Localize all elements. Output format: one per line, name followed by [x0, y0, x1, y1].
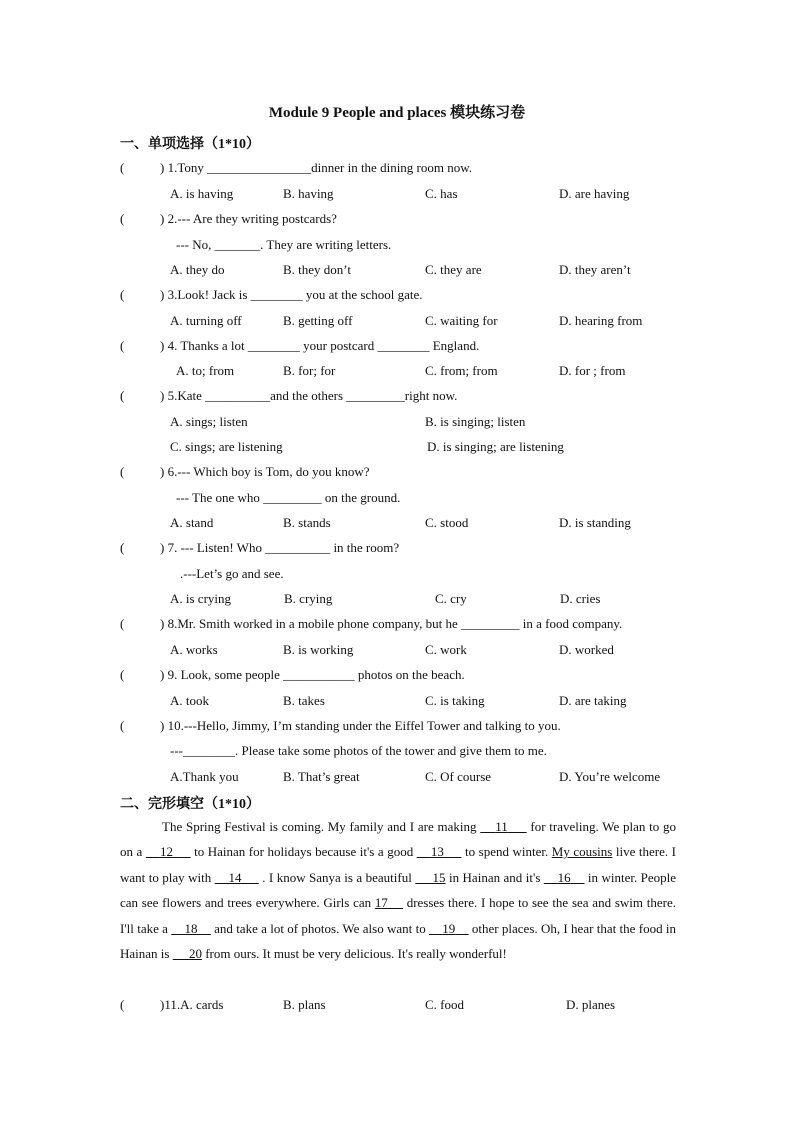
option-a: A. turning off: [170, 313, 242, 328]
cloze-blank-20: [173, 946, 202, 961]
answer-bracket-close: ): [160, 338, 165, 353]
option-d: D. hearing from: [559, 313, 643, 328]
option-b: B. That’s great: [283, 769, 360, 784]
cloze-blank-13: [417, 844, 462, 859]
passage-text: for traveling. We plan to go on a: [120, 819, 677, 860]
cloze-blank-14: [215, 870, 259, 885]
option-a: A. is crying: [170, 591, 232, 606]
option-c: C. has: [425, 186, 458, 201]
question-10: [120, 718, 561, 734]
question-stem: 4. Thanks a lot ________ your postcard ________ England.: [167, 338, 480, 353]
option-b: B. having: [283, 186, 334, 201]
question-stem: 2.--- Are they writing postcards?: [167, 211, 337, 226]
blank-number: 14: [228, 869, 242, 885]
answer-bracket-open: (: [120, 287, 125, 302]
question-stem: 8.Mr. Smith worked in a mobile phone company, but he _________ in a food company.: [167, 616, 623, 631]
option-b: B. is working: [283, 642, 354, 657]
cloze-blank-11: [480, 819, 526, 834]
option-d: D. are having: [559, 186, 630, 201]
passage-text: dresses there. I hope to see the sea and swim there. I'll take a: [120, 895, 676, 936]
passage-text: to spend winter.: [461, 844, 552, 860]
question-2: [120, 211, 337, 227]
option-a: A. is having: [170, 186, 234, 201]
blank-number: 17: [374, 895, 388, 911]
answer-bracket-close: ): [160, 540, 165, 555]
underlined-phrase: My cousins: [551, 844, 613, 860]
option-a: A. took: [170, 693, 209, 708]
question-stem: 9. Look, some people ___________ photos on the beach.: [167, 667, 465, 682]
option-d: D. is standing: [559, 515, 631, 530]
option-b: B. getting off: [283, 313, 353, 328]
option-b: B. for; for: [283, 363, 336, 378]
passage-text: The Spring Festival is coming. My family and I are making: [162, 819, 481, 834]
option-b: B. crying: [284, 591, 333, 606]
option-c: C. Of course: [425, 769, 492, 784]
answer-bracket-close: ): [160, 667, 165, 682]
cloze-passage: [120, 814, 676, 966]
blank-number: 15: [432, 869, 446, 885]
question-stem: 3.Look! Jack is ________ you at the school gate.: [167, 287, 423, 302]
question-10-line-2: ---________. Please take some photos of the tower and give them to me.: [170, 743, 547, 758]
option-c: C. cry: [435, 591, 467, 606]
question-7-line-2: .---Let’s go and see.: [180, 566, 284, 581]
question-stem: )11.A. cards: [160, 997, 224, 1012]
cloze-blank-12: [146, 844, 191, 859]
question-stem: 1.Tony ________________dinner in the dining room now.: [167, 160, 473, 175]
option-d: D. are taking: [559, 693, 627, 708]
option-d: D. You’re welcome: [559, 769, 661, 784]
option-a: A. stand: [170, 515, 214, 530]
option-b: B. is singing; listen: [425, 414, 526, 429]
question-6-line-2: --- The one who _________ on the ground.: [176, 490, 401, 505]
blank-number: 18: [184, 920, 198, 936]
question-9: [120, 667, 465, 683]
answer-bracket-close: ): [160, 287, 165, 302]
option-d: D. cries: [560, 591, 601, 606]
answer-bracket-close: ): [160, 160, 165, 175]
answer-bracket-open: (: [120, 160, 125, 175]
section-heading-multiple-choice: 一、单项选择（1*10）: [120, 137, 260, 152]
blank-number: 20: [188, 946, 202, 962]
blank-number: 13: [430, 844, 444, 860]
blank-number: 12: [159, 844, 173, 860]
answer-bracket-open: (: [120, 616, 125, 631]
option-c: C. food: [425, 997, 464, 1012]
question-stem: 10.---Hello, Jimmy, I’m standing under the Eiffel Tower and talking to you.: [167, 718, 561, 733]
cloze-blank-19: [429, 921, 469, 936]
answer-bracket-open: (: [120, 667, 125, 682]
blank-number: 11: [495, 819, 508, 834]
question-1: [120, 160, 472, 176]
option-c: C. sings; are listening: [170, 439, 283, 454]
question-stem: 5.Kate __________and the others _________right now.: [167, 388, 458, 403]
passage-text: to Hainan for holidays because it's a good: [190, 844, 417, 860]
answer-bracket-close: ): [160, 464, 165, 479]
answer-bracket-open: (: [120, 718, 125, 733]
answer-bracket-close: ): [160, 211, 165, 226]
option-c: C. stood: [425, 515, 469, 530]
passage-text: in Hainan and it's: [445, 869, 544, 885]
question-2-line-2: --- No, _______. They are writing letters.: [176, 237, 392, 252]
cloze-blank-17: [375, 895, 403, 910]
option-c: C. they are: [425, 262, 482, 277]
option-d: D. they aren’t: [559, 262, 631, 277]
passage-text: from ours. It must be very delicious. It's really wonderful!: [201, 946, 507, 962]
question-stem: 7. --- Listen! Who __________ in the room?: [167, 540, 400, 555]
option-c: C. from; from: [425, 363, 498, 378]
option-b: B. they don’t: [283, 262, 352, 277]
page-title: Module 9 People and places 模块练习卷: [268, 105, 526, 121]
option-a: A. sings; listen: [170, 414, 248, 429]
answer-bracket-close: ): [160, 388, 165, 403]
question-11: [120, 997, 223, 1013]
passage-text: in winter. People can see flowers and trees everywhere. Girls can: [120, 869, 677, 911]
question-3: [120, 287, 423, 303]
blank-number: 16: [557, 869, 571, 885]
option-d: D. planes: [566, 997, 616, 1012]
option-b: B. takes: [283, 693, 325, 708]
answer-bracket-open: (: [120, 338, 125, 353]
question-7: [120, 540, 399, 556]
question-6: [120, 464, 370, 480]
answer-bracket-open: (: [120, 540, 125, 555]
option-b: B. plans: [283, 997, 326, 1012]
answer-bracket-close: ): [160, 616, 165, 631]
passage-text: live there. I want to play with: [120, 844, 676, 885]
option-a: A.Thank you: [170, 769, 239, 784]
passage-text: . I know Sanya is a beautiful: [258, 869, 416, 885]
option-a: A. they do: [170, 262, 225, 277]
question-4: [120, 338, 479, 354]
question-8: [120, 616, 622, 632]
cloze-blank-16: [544, 870, 585, 885]
option-a: A. works: [170, 642, 218, 657]
option-a: A. to; from: [176, 363, 235, 378]
answer-bracket-open: (: [120, 388, 125, 403]
question-stem: 6.--- Which boy is Tom, do you know?: [167, 464, 370, 479]
answer-bracket-close: ): [160, 718, 165, 733]
option-d: D. worked: [559, 642, 614, 657]
cloze-blank-15: [415, 870, 445, 885]
passage-text: and take a lot of photos. We also want to: [210, 920, 430, 936]
option-b: B. stands: [283, 515, 331, 530]
question-5: [120, 388, 457, 404]
answer-bracket-open: (: [120, 997, 125, 1012]
blank-number: 19: [442, 920, 456, 936]
passage-text: other places. Oh, I hear that the food in Hainan is: [120, 920, 676, 962]
answer-bracket-open: (: [120, 211, 125, 226]
option-c: C. work: [425, 642, 467, 657]
section-heading-cloze: 二、完形填空（1*10）: [120, 797, 260, 812]
option-d: D. for ; from: [559, 363, 626, 378]
answer-bracket-open: (: [120, 464, 125, 479]
cloze-blank-18: [171, 921, 211, 936]
option-c: C. is taking: [425, 693, 485, 708]
option-c: C. waiting for: [425, 313, 498, 328]
option-d: D. is singing; are listening: [427, 439, 564, 454]
